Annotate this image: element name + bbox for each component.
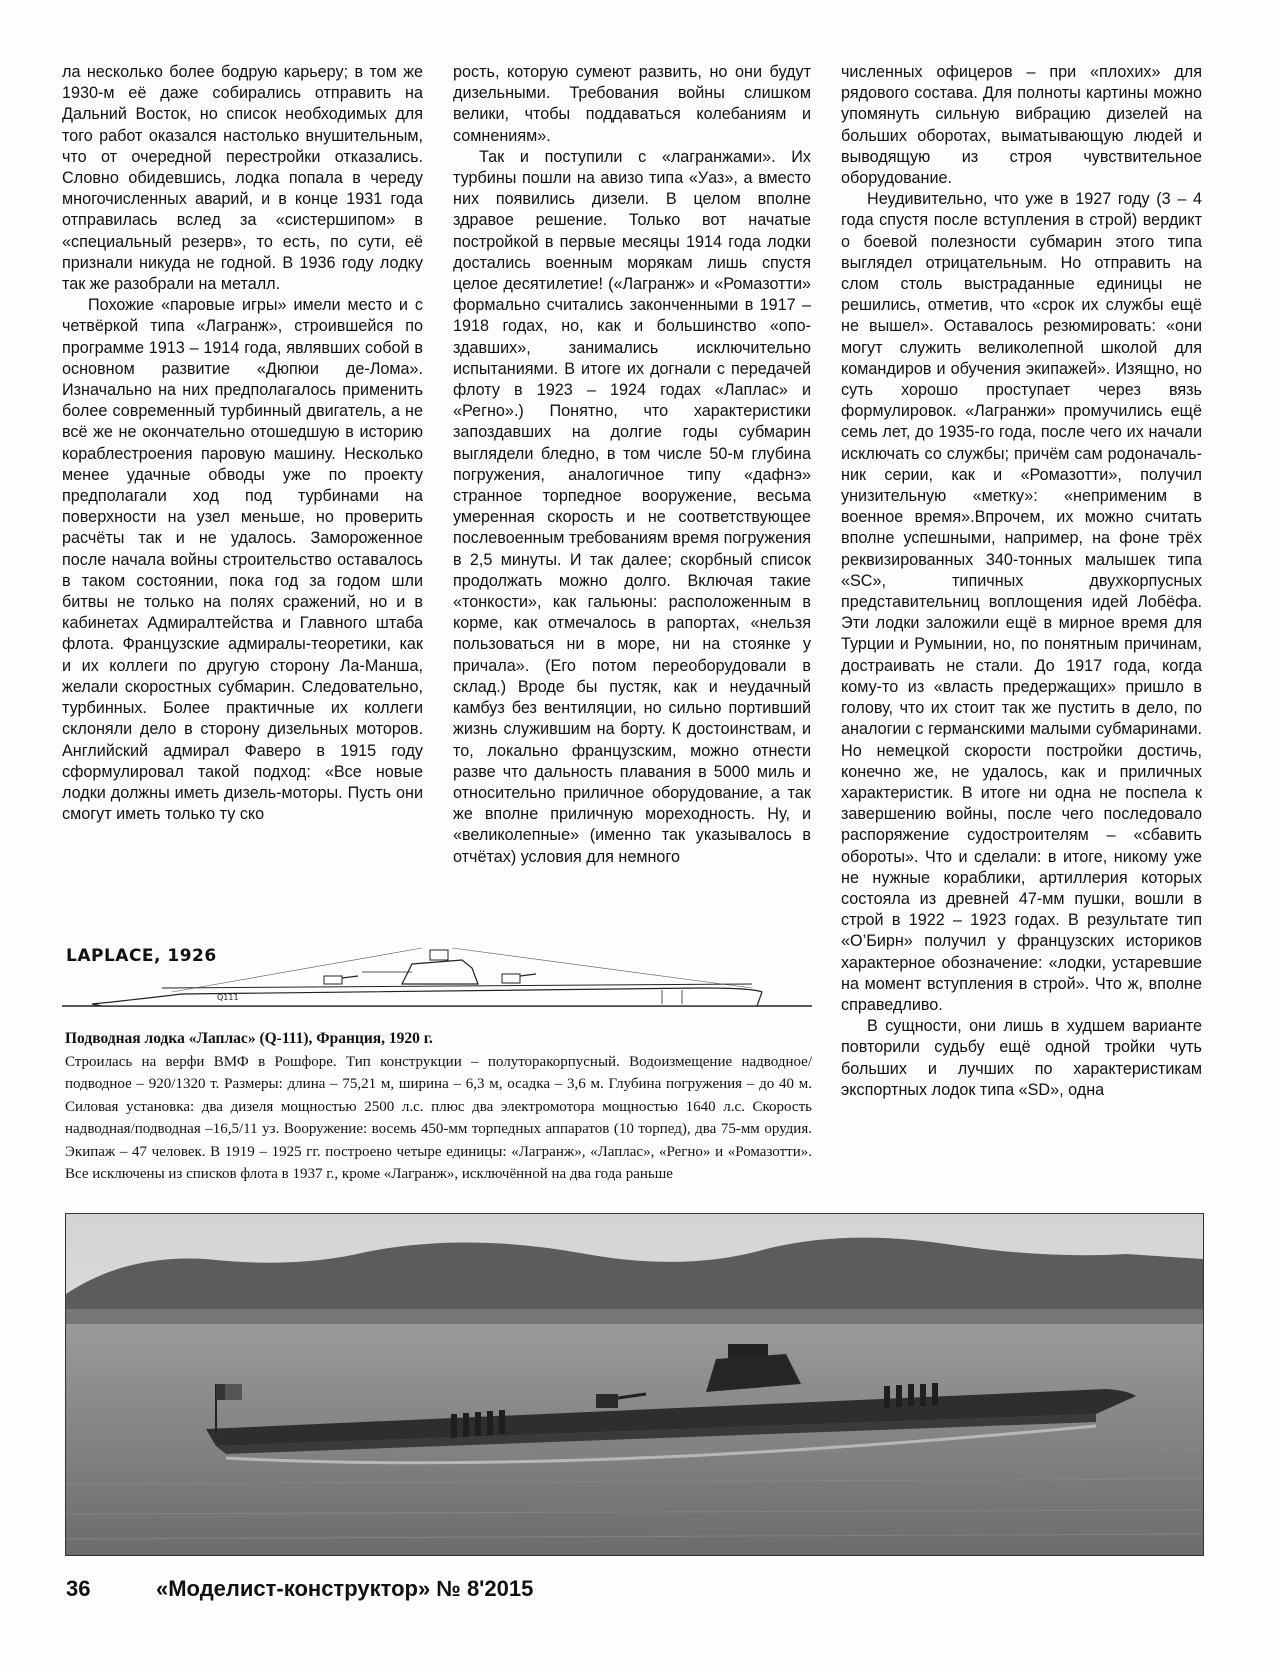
paragraph: численных офицеров – при «плохих» для рядового состава. Для полноты картины можно упомянуть сильную вибрацию дизелей на больших оборотах, выматывающую людей и выводящую из строя чувствительное оборудование.	[841, 63, 1202, 188]
drawing-title: LAPLACE, 1926	[66, 946, 217, 966]
text-column-2	[453, 62, 811, 868]
paragraph: Неудивительно, что уже в 1927 году (3 – 4 года спустя после вступления в строй) вердикт о боевой полезности субмарин этого типа выглядел отрицательным. Но отправить на слом столь выстраданные единицы не решились, отметив, что «срок их службы ещё не вышел». Оставалось резюмировать: «они могут служить великолепной школой для командиров и обучения экипажей». Изящно, но суть хорошо проступает через вязь формулировок. «Лагранжи» промучились ещё семь лет, до 1935-го года, после чего их начали исключать со службы; причём сам родоначальник серии, как и «Ромазотти», получил унизительную «метку»: «неприменим в военное время».Впрочем, их можно считать вполне успешными, например, на фоне трёх реквизированных 340-тонных малышек типа «SC», типичных двухкорпусных представительниц воплощения идей Лобёфа. Эти лодки заложили ещё в мирное время для Турции и Румынии, но, по понятным причинам, достраивать не стали. До 1917 года, когда кому-то из «власть предержащих» пришло в голову, что их стоит так же пустить в дело, по аналогии с германскими малыми субмаринами. Но немецкой скорости постройки достичь, конечно же, не удалось, как и приличных характеристик. В итоге ни одна не поспела к завершению войны, после чего последовало распоряжение судостроителям – «сбавить обороты». Что и сделали: в итоге, никому уже не нужные кораблики, артиллерия которых состояла из древней 47-мм пушки, вошли в строй в 1922 – 1923 годах. В результате тип «О’Бирн» получил у французских историков характерное обозначение: «лодки, устаревшие на момент вступления в строй». Что ж, вполне справедливо.	[841, 190, 1202, 1014]
submarine-side-view-drawing	[62, 944, 812, 1022]
caption-body: Строилась на верфи ВМФ в Рошфоре. Тип конструкции – полуторакорпусный. Водоизмещение надводное/подводное – 920/1320 т. Размеры: длина – 75,21 м, ширина – 6,3 м, осадка – 3,6 м. Глубина погружения – до 40 м. Силовая установка: два дизеля мощностью 2500 л.с. плюс два электромотора мощностью 1640 л.с. Скорость надводная/подводная –16,5/11 уз. Вооружение: восемь 450-мм торпедных аппаратов (10 торпед), два 75-мм орудия. Экипаж – 47 человек. В 1919 – 1925 гг. построено четыре единицы: «Лагранж», «Лаплас», «Регно» и «Ромазотти». Все исключены из списков флота в 1937 г., кроме «Лагранж», исключённой на два года раньше	[65, 1053, 812, 1182]
figure-caption	[65, 1028, 812, 1186]
paragraph: Похожие «паровые игры» имели место и с четвёркой типа «Лагранж», строившейся по программе 1913 – 1914 года, являвших собой в основном развитие «Дюпюи де-Лома». Изначально на них предполагалось применить более современный турбинный двигатель, а не всё же не окончательно отошедшую в историю кораблестроения паровую машину. Несколько менее удачные обводы уже по проекту предполагали ход под турбинами на поверхности на узел меньше, но проверить расчёты так и не удалось. Замороженное после начала войны строительство оставалось в таком состоянии, пока год за годом шли битвы не только на полях сражений, но и в кабинетах Адмиралтейства и Главного штаба флота. Французские адмиралы-теоретики, как и их коллеги по другую сторону Ла-Манша, желали скоростных субмарин. Следовательно, турбинных. Более практичные их коллеги склоняли дело в сторону дизельных моторов. Английский адмирал Фаверо в 1915 году сформулировал такой подход: «Все новые лодки должны иметь дизель-моторы. Пусть они смогут иметь только ту ско	[62, 296, 423, 824]
text-column-3	[841, 62, 1202, 1242]
paragraph: ла несколько более бодрую карьеру; в том же 1930-м её даже собирались отправить на Дальний Восток, но список необходимых для того работ оказался настолько внушительным, что от очередной перестройки отказались. Словно обидевшись, лодка попала в череду многочисленных аварий, и в конце 1931 года отправилась вслед за «систершипом» в «специальный резерв», то есть, по сути, её признали никуда не годной. В 1936 году лодку так же разобрали на металл.	[62, 63, 423, 294]
svg-text:Q111: Q111	[217, 993, 239, 1002]
text-column-1	[62, 62, 423, 825]
magazine-title: «Моделист-конструктор» № 8'2015	[156, 1576, 534, 1601]
page-number: 36	[66, 1576, 91, 1601]
paragraph: Так и поступили с «лагранжами». Их турбины пошли на авизо типа «Уаз», а вместо них появились дизели. В целом вполне здравое решение. Только вот начатые постройкой в первые месяцы 1914 года лодки достались военным морякам лишь спустя целое десятилетие! («Лагранж» и «Ромазотти» формально считались законченными в 1917 – 1918 годах, но, как и большинство «опоздавших», занимались исключительно испытаниями. В итоге их догнали с передачей флоту в 1923 – 1924 годах «Лаплас» и «Регно».) Понятно, что характеристики запоздавших на долгие годы субмарин выглядели бледно, в том числе 50-м глубина погружения, аналогичное типу «дафнэ» странное торпедное вооружение, весьма умеренная скорость и не соответствующее послевоенным требованиям время погружения в 2,5 минуты. И так далее; скорбный список продолжать можно долго. Включая такие «тонкости», как гальюны: расположенным в корме, как отмечалось в рапортах, «нельзя пользоваться ни в море, ни на стоянке у причала». (Его потом переоборудовали в склад.) Вроде бы пустяк, как и неудачный камбуз без вентиляции, но сильно портивший жизнь служившим на борту. К достоинствам, и то, локально французским, можно отнести разве что дальность плавания в 5000 миль и относительно приличное оборудование, а так же вполне приличную мореходность. Ну, и «великолепные» (именно так указывалось в отчётах) условия для немного	[453, 147, 811, 866]
caption-title: Подводная лодка «Лаплас» (Q-111), Франция, 1920 г.	[65, 1030, 433, 1047]
paragraph: В сущности, они лишь в худшем варианте повторили судьбу ещё одной тройки чуть больших и лучших по характеристикам экспортных лодок типа «SD», одна	[841, 1017, 1202, 1099]
submarine-photo	[65, 1213, 1204, 1556]
paragraph: рость, которую сумеют развить, но они будут дизельными. Требования войны слишком велики, чтобы поддаваться колебаниям и сомнениям».	[453, 63, 811, 145]
